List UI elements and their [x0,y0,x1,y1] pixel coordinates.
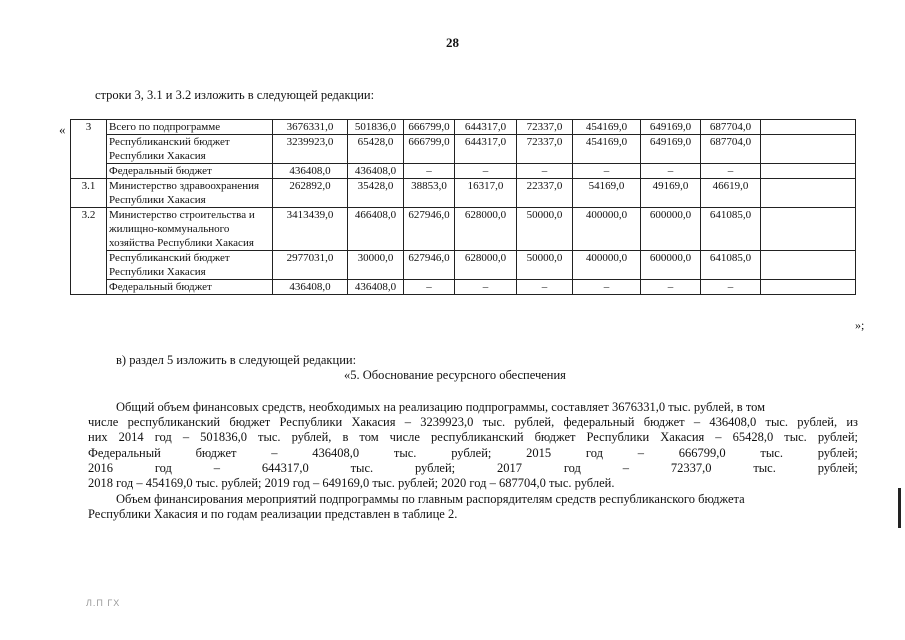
value-cell: – [701,280,761,295]
row-label-cell: Республиканский бюджет Республики Хакасия [107,135,273,164]
value-cell: 50000,0 [517,251,573,280]
text-word: рублей; [451,446,492,460]
value-cell: 628000,0 [455,251,517,280]
value-cell: 600000,0 [641,251,701,280]
value-cell: 436408,0 [348,280,404,295]
row-label-cell: Министерство строительства и жилищно-коммунального хозяйства Республики Хакасия [107,208,273,251]
section-title: «5. Обоснование ресурсного обеспечения [344,368,566,382]
text-word: 666799,0 [678,446,726,460]
page-number: 28 [446,35,459,50]
value-cell: 436408,0 [273,280,348,295]
table-row [71,280,856,295]
value-cell: – [404,164,455,179]
text-word: 2015 [526,446,552,460]
table-row [71,120,856,135]
value-cell: 54169,0 [573,179,641,208]
budget-table-body [71,120,856,295]
text-word: год [563,461,581,475]
row-label-cell: Федеральный бюджет [107,280,273,295]
value-cell: 16317,0 [455,179,517,208]
value-cell: 262892,0 [273,179,348,208]
value-cell: 628000,0 [455,208,517,251]
value-cell: 600000,0 [641,208,701,251]
empty-cell [761,120,856,135]
value-cell: 3239923,0 [273,135,348,164]
empty-cell [761,164,856,179]
value-cell: 627946,0 [404,251,455,280]
value-cell: – [641,280,701,295]
value-cell: – [455,164,517,179]
value-cell: 65428,0 [348,135,404,164]
empty-cell [761,251,856,280]
text-word: 2017 [496,461,522,475]
value-cell: 466408,0 [348,208,404,251]
value-cell: 436408,0 [273,164,348,179]
table-row [71,251,856,280]
table-row [71,135,856,164]
value-cell: 46619,0 [701,179,761,208]
row-number-cell: 3.1 [71,179,107,208]
text-word: – [271,446,278,460]
value-cell: – [701,164,761,179]
value-cell: 454169,0 [573,120,641,135]
value-cell: 72337,0 [517,120,573,135]
value-cell: – [641,164,701,179]
value-cell: 22337,0 [517,179,573,208]
value-cell: 454169,0 [573,135,641,164]
row-label-cell: Республиканский бюджет Республики Хакасия [107,251,273,280]
empty-cell [761,208,856,251]
text-word: бюджет [195,446,237,460]
value-cell: 400000,0 [573,208,641,251]
table-row [71,208,856,251]
text-word: тыс. [760,446,783,460]
row-number-cell: 3.2 [71,208,107,295]
value-cell: 644317,0 [455,120,517,135]
text-word: тыс. [350,461,374,475]
text-word: рублей; [817,461,858,475]
footer-mark: Л.П ГХ [86,598,121,608]
row-label-cell: Министерство здравоохранения Республики Хакасия [107,179,273,208]
paragraph1-line4 [88,446,858,462]
quote-open: « [59,122,66,137]
text-word: год [585,446,603,460]
quote-close: »; [855,318,865,332]
intro-text: строки 3, 3.1 и 3.2 изложить в следующей редакции: [95,88,375,102]
paragraph2-line2: Республики Хакасия и по годам реализации представлен в таблице 2. [88,507,458,521]
paragraph2-line1: Объем финансирования мероприятий подпрограммы по главным распорядителям средств республиканского бюджета [116,492,745,506]
text-word: 72337,0 [670,461,712,475]
section-intro: в) раздел 5 изложить в следующей редакции: [116,353,357,367]
text-word: год [154,461,172,475]
text-word: 644317,0 [261,461,309,475]
empty-cell [761,135,856,164]
paragraph1-line6: 2018 год – 454169,0 тыс. рублей; 2019 год – 649169,0 тыс. рублей; 2020 год – 687704,0 тыс. рублей. [88,476,615,490]
value-cell: – [517,164,573,179]
value-cell: 30000,0 [348,251,404,280]
value-cell: 501836,0 [348,120,404,135]
paragraph1-line3: них 2014 год – 501836,0 тыс. рублей, в том числе республиканский бюджет Республики Хакасия – 65428,0 тыс. рублей; [88,430,858,444]
value-cell: 627946,0 [404,208,455,251]
value-cell: 666799,0 [404,135,455,164]
value-cell: 644317,0 [455,135,517,164]
empty-cell [761,280,856,295]
text-word: Федеральный [88,446,161,460]
value-cell: 400000,0 [573,251,641,280]
budget-table [70,119,856,295]
value-cell: 641085,0 [701,208,761,251]
value-cell: 641085,0 [701,251,761,280]
scan-edge-mark [898,488,901,528]
value-cell: 649169,0 [641,135,701,164]
text-word: – [213,461,221,475]
value-cell: 3413439,0 [273,208,348,251]
value-cell: – [404,280,455,295]
paragraph1-line1: Общий объем финансовых средств, необходимых на реализацию подпрограммы, составляет 3676331,0 тыс. рублей, в том [116,400,766,414]
value-cell: 50000,0 [517,208,573,251]
value-cell: 3676331,0 [273,120,348,135]
value-cell: 687704,0 [701,120,761,135]
value-cell: 72337,0 [517,135,573,164]
paragraph1-line2: числе республиканский бюджет Республики Хакасия – 3239923,0 тыс. рублей, федеральный бюджет – 436408,0 тыс. рублей, из [88,415,858,429]
text-word: – [622,461,629,475]
text-word: тыс. [753,461,776,475]
value-cell: – [455,280,517,295]
row-label-cell: Всего по подпрограмме [107,120,273,135]
value-cell: 666799,0 [404,120,455,135]
value-cell: 49169,0 [641,179,701,208]
row-label-cell: Федеральный бюджет [107,164,273,179]
text-word: 2016 [88,461,113,475]
value-cell: – [573,164,641,179]
table-row [71,164,856,179]
table-row [71,179,856,208]
value-cell: 687704,0 [701,135,761,164]
text-word: – [637,446,644,460]
value-cell: 649169,0 [641,120,701,135]
value-cell: 2977031,0 [273,251,348,280]
value-cell: 38853,0 [404,179,455,208]
value-cell: – [517,280,573,295]
value-cell: 436408,0 [348,164,404,179]
value-cell: – [573,280,641,295]
row-number-cell: 3 [71,120,107,179]
value-cell: 35428,0 [348,179,404,208]
text-word: рублей; [414,461,456,475]
text-word: рублей; [817,446,858,460]
empty-cell [761,179,856,208]
paragraph1-line5 [88,461,858,477]
text-word: 436408,0 [312,446,360,460]
text-word: тыс. [393,446,417,460]
